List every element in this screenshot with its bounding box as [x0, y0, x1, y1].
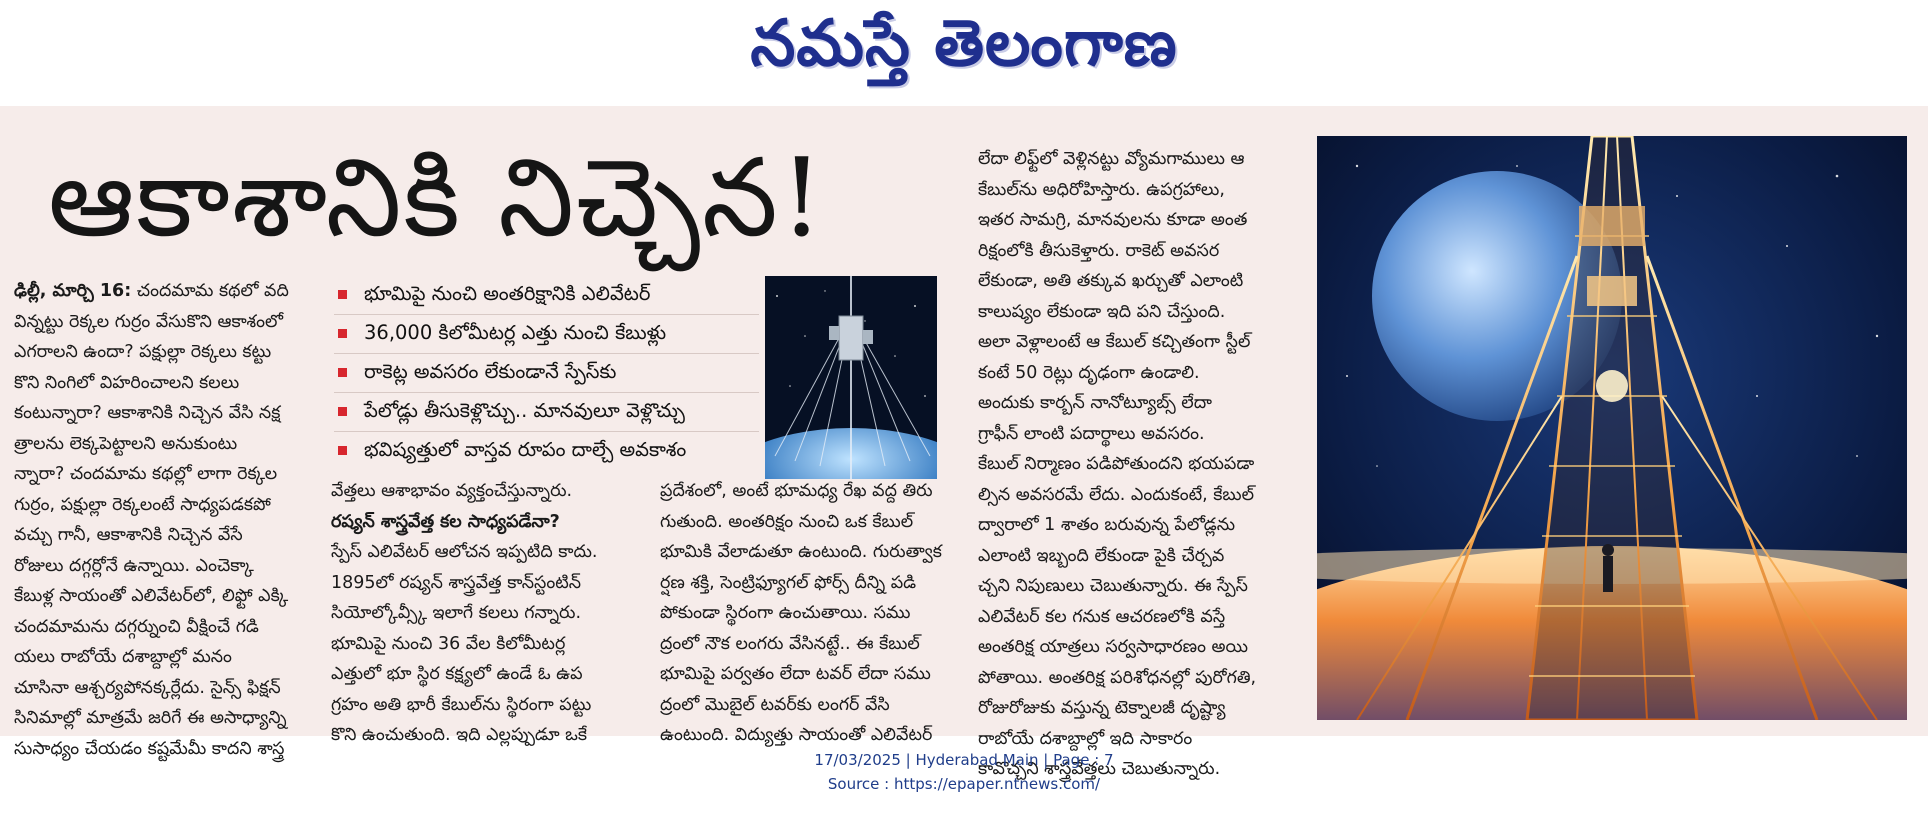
- article-column-2: [331, 476, 627, 751]
- article-line: భూమిపై నుంచి 36 వేల కిలోమీటర్ల: [331, 633, 566, 654]
- source-line: Source : https://epaper.ntnews.com/: [827, 775, 1101, 793]
- bullet-square-icon: [338, 407, 347, 416]
- masthead: [0, 0, 1928, 106]
- article-line: చ్చని నిపుణులు చెబుతున్నారు. ఈ స్పేస్: [978, 576, 1248, 596]
- article-line: ఎలాంటి ఇబ్బంది లేకుండా పైకి చేర్చవ: [978, 545, 1225, 566]
- highlight-text: భవిష్యత్తులో వాస్తవ రూపం దాల్చే అవకాశం: [364, 438, 687, 461]
- article-line: రాబోయే దశాబ్దాల్లో ఇది సాకారం: [978, 728, 1193, 749]
- highlight-item: [334, 276, 759, 315]
- article-line: ర్షణ శక్తి, సెంట్రిఫ్యూగల్ ఫోర్స్ దీన్ని పడి: [660, 572, 917, 593]
- article-line: 1895లో రష్యన్ శాస్త్రవేత్త కాన్‌స్టంటిన్: [331, 572, 581, 593]
- article-line: గ్రహం అతి భారీ కేబుల్‌ను స్థిరంగా పట్టు: [331, 694, 592, 715]
- article-line: [14, 276, 314, 307]
- article-line: కొని నింగిలో విహరించాలని కలలు: [14, 372, 240, 393]
- space-elevator-tower-illustration: [1317, 136, 1907, 720]
- article-line: న్నారా? చందమామ కథల్లో లాగా రెక్కల: [14, 464, 278, 484]
- bullet-square-icon: [338, 368, 347, 377]
- highlights-list: [334, 276, 759, 470]
- article-column-1: [14, 276, 314, 764]
- article-column-4: [978, 144, 1278, 785]
- highlight-item: [334, 432, 759, 470]
- article-line: కావొచ్చని శాస్త్రవేత్తలు చెబుతున్నారు.: [978, 759, 1221, 779]
- article-column-3: [660, 476, 956, 751]
- article-text: చందమామ కథలో వది: [131, 281, 289, 301]
- bullet-square-icon: [338, 329, 347, 338]
- article-line: కంటున్నారా? ఆకాశానికి నిచ్చెన వేసి నక్ష: [14, 403, 281, 423]
- article-line: వేత్తలు ఆశాభావం వ్యక్తంచేస్తున్నారు.: [331, 481, 573, 501]
- headline: ఆకాశానికి నిచ్చెన!: [48, 136, 826, 261]
- highlight-text: పేలోడ్లు తీసుకెళ్లొచ్చు.. మానవులూ వెళ్లొచ్చు: [364, 399, 685, 422]
- article-line: గుతుంది. అంతరిక్షం నుంచి ఒక కేబుల్: [660, 511, 914, 532]
- highlight-text: రాకెట్ల అవసరం లేకుండానే స్పేస్‌కు: [364, 360, 617, 383]
- article-line: స్పేస్ ఎలివేటర్ ఆలోచన ఇప్పటిది కాదు.: [331, 542, 598, 562]
- article-line: గ్రాఫీన్ లాంటి పదార్థాలు అవసరం.: [978, 423, 1205, 444]
- article-line: ప్రదేశంలో, అంటే భూమధ్య రేఖ వద్ద తిరు: [660, 481, 933, 501]
- article-line: ద్రంలో నౌక లంగరు వేసినట్టే.. ఈ కేబుల్: [660, 633, 920, 654]
- highlight-item: [334, 354, 759, 393]
- article-line: అంతరిక్ష యాత్రలు సర్వసాధారణం అయి: [978, 637, 1249, 657]
- article-line: రోజులు దగ్గర్లోనే ఉన్నాయి. ఎంచెక్కా: [14, 555, 254, 576]
- article-line: అందుకు కార్బన్ నానోట్యూబ్స్ లేదా: [978, 393, 1212, 413]
- article-line: కంటే 50 రెట్లు దృఢంగా ఉండాలి.: [978, 362, 1200, 383]
- edition-info: 17/03/2025 | Hyderabad Main | Page : 7: [814, 751, 1114, 769]
- article-line: పోతాయి. అంతరిక్ష పరిశోధనల్లో పురోగతి,: [978, 667, 1257, 688]
- newspaper-logo: నమస్తే తెలంగాణ: [750, 6, 1178, 81]
- article-line: కాలుష్యం లేకుండా ఇది పని చేస్తుంది.: [978, 301, 1226, 322]
- article-line: కేబుల్‌ను అధిరోహిస్తారు. ఉపగ్రహాలు,: [978, 179, 1225, 200]
- article-line: త్రాలను లెక్కపెట్టాలని అనుకుంటు: [14, 433, 238, 454]
- article-line: కేబుల్ నిర్మాణం పడిపోతుందని భయపడా: [978, 454, 1255, 474]
- article-line: లేదా లిఫ్ట్‌లో వెళ్లినట్టు వ్యోమగాములు ఆ: [978, 149, 1245, 169]
- article-line: సుసాధ్యం చేయడం కష్టమేమీ కాదని శాస్త్ర: [14, 738, 285, 759]
- article-line: ఎగరాలని ఉందా? పక్షుల్లా రెక్కలు కట్టు: [14, 342, 272, 362]
- article-line: లేకుండా, అతి తక్కువ ఖర్చుతో ఎలాంటి: [978, 271, 1244, 291]
- dateline: ఢిల్లీ, మార్చి 16:: [14, 281, 132, 301]
- article-line: రోజురోజుకు వస్తున్న టెక్నాలజీ దృష్ట్యా: [978, 698, 1226, 718]
- article-line: ద్వారాలో 1 శాతం బరువున్న పేలోడ్లను: [978, 515, 1236, 535]
- article-line: భూమికి వేలాడుతూ ఉంటుంది. గురుత్వాక: [660, 542, 942, 562]
- highlight-text: 36,000 కిలోమీటర్ల ఎత్తు నుంచి కేబుళ్లు: [364, 321, 667, 344]
- article-line: చూసినా ఆశ్చర్యపోనక్కర్లేదు. సైన్స్ ఫిక్షన్: [14, 677, 281, 698]
- article-line: గుర్రం, పక్షుల్లా రెక్కలంటే సాధ్యపడకపో: [14, 494, 271, 515]
- highlight-item: [334, 315, 759, 354]
- article-line: పోకుండా స్థిరంగా ఉంచుతాయి. సము: [660, 603, 911, 623]
- bullet-square-icon: [338, 290, 347, 299]
- article-line: భూమిపై పర్వతం లేదా టవర్ లేదా సము: [660, 664, 931, 684]
- article-line: ఉంటుంది. విద్యుత్తు సాయంతో ఎలివేటర్: [660, 725, 933, 745]
- article-line: ఎలివేటర్ కల గనుక ఆచరణలోకి వస్తే: [978, 606, 1226, 627]
- article-line: ఎత్తులో భూ స్థిర కక్ష్యలో ఉండే ఓ ఉప: [331, 664, 583, 684]
- article-line: ద్రంలో మొబైల్ టవర్‌కు లంగర్ వేసి: [660, 694, 890, 715]
- article-line: చందమామను దగ్గర్నుంచి వీక్షించే గడి: [14, 616, 259, 637]
- article-line: అలా వెళ్లాలంటే ఆ కేబుల్ కచ్చితంగా స్టీల్: [978, 332, 1251, 352]
- article-line: రిక్షంలోకి తీసుకెళ్తారు. రాకెట్ అవసర: [978, 240, 1220, 261]
- article-line: విన్నట్టు రెక్కల గుర్రం వేసుకొని ఆకాశంలో: [14, 311, 283, 332]
- article-line: సియోల్కోవ్స్కీ ఇలాగే కలలు గన్నారు.: [331, 603, 582, 623]
- highlight-text: భూమిపై నుంచి అంతరిక్షానికి ఎలివేటర్: [364, 282, 651, 305]
- space-elevator-small-photo: [765, 276, 937, 479]
- article-line: యలు రాబోయే దశాబ్దాల్లో మనం: [14, 647, 232, 667]
- article-line: ఇతర సామగ్రి, మానవులను కూడా అంత: [978, 210, 1248, 230]
- highlight-item: [334, 393, 759, 432]
- article-line: వచ్చు గానీ, ఆకాశానికి నిచ్చెన వేసే: [14, 525, 243, 545]
- article-line: ల్సిన అవసరమే లేదు. ఎందుకంటే, కేబుల్: [978, 484, 1254, 505]
- article-line: కేబుళ్ల సాయంతో ఎలివేటర్‌లో, లిఫ్టో ఎక్కి: [14, 586, 289, 606]
- article-line: సినిమాల్లో మాత్రమే జరిగే ఈ అసాధ్యాన్ని: [14, 708, 287, 728]
- article-line: కొని ఉంచుతుంది. ఇది ఎల్లప్పుడూ ఒకే: [331, 725, 588, 745]
- subheading: రష్యన్ శాస్త్రవేత్త కల సాధ్యపడేనా?: [331, 511, 560, 532]
- bullet-square-icon: [338, 446, 347, 455]
- page-footer: [0, 748, 1928, 796]
